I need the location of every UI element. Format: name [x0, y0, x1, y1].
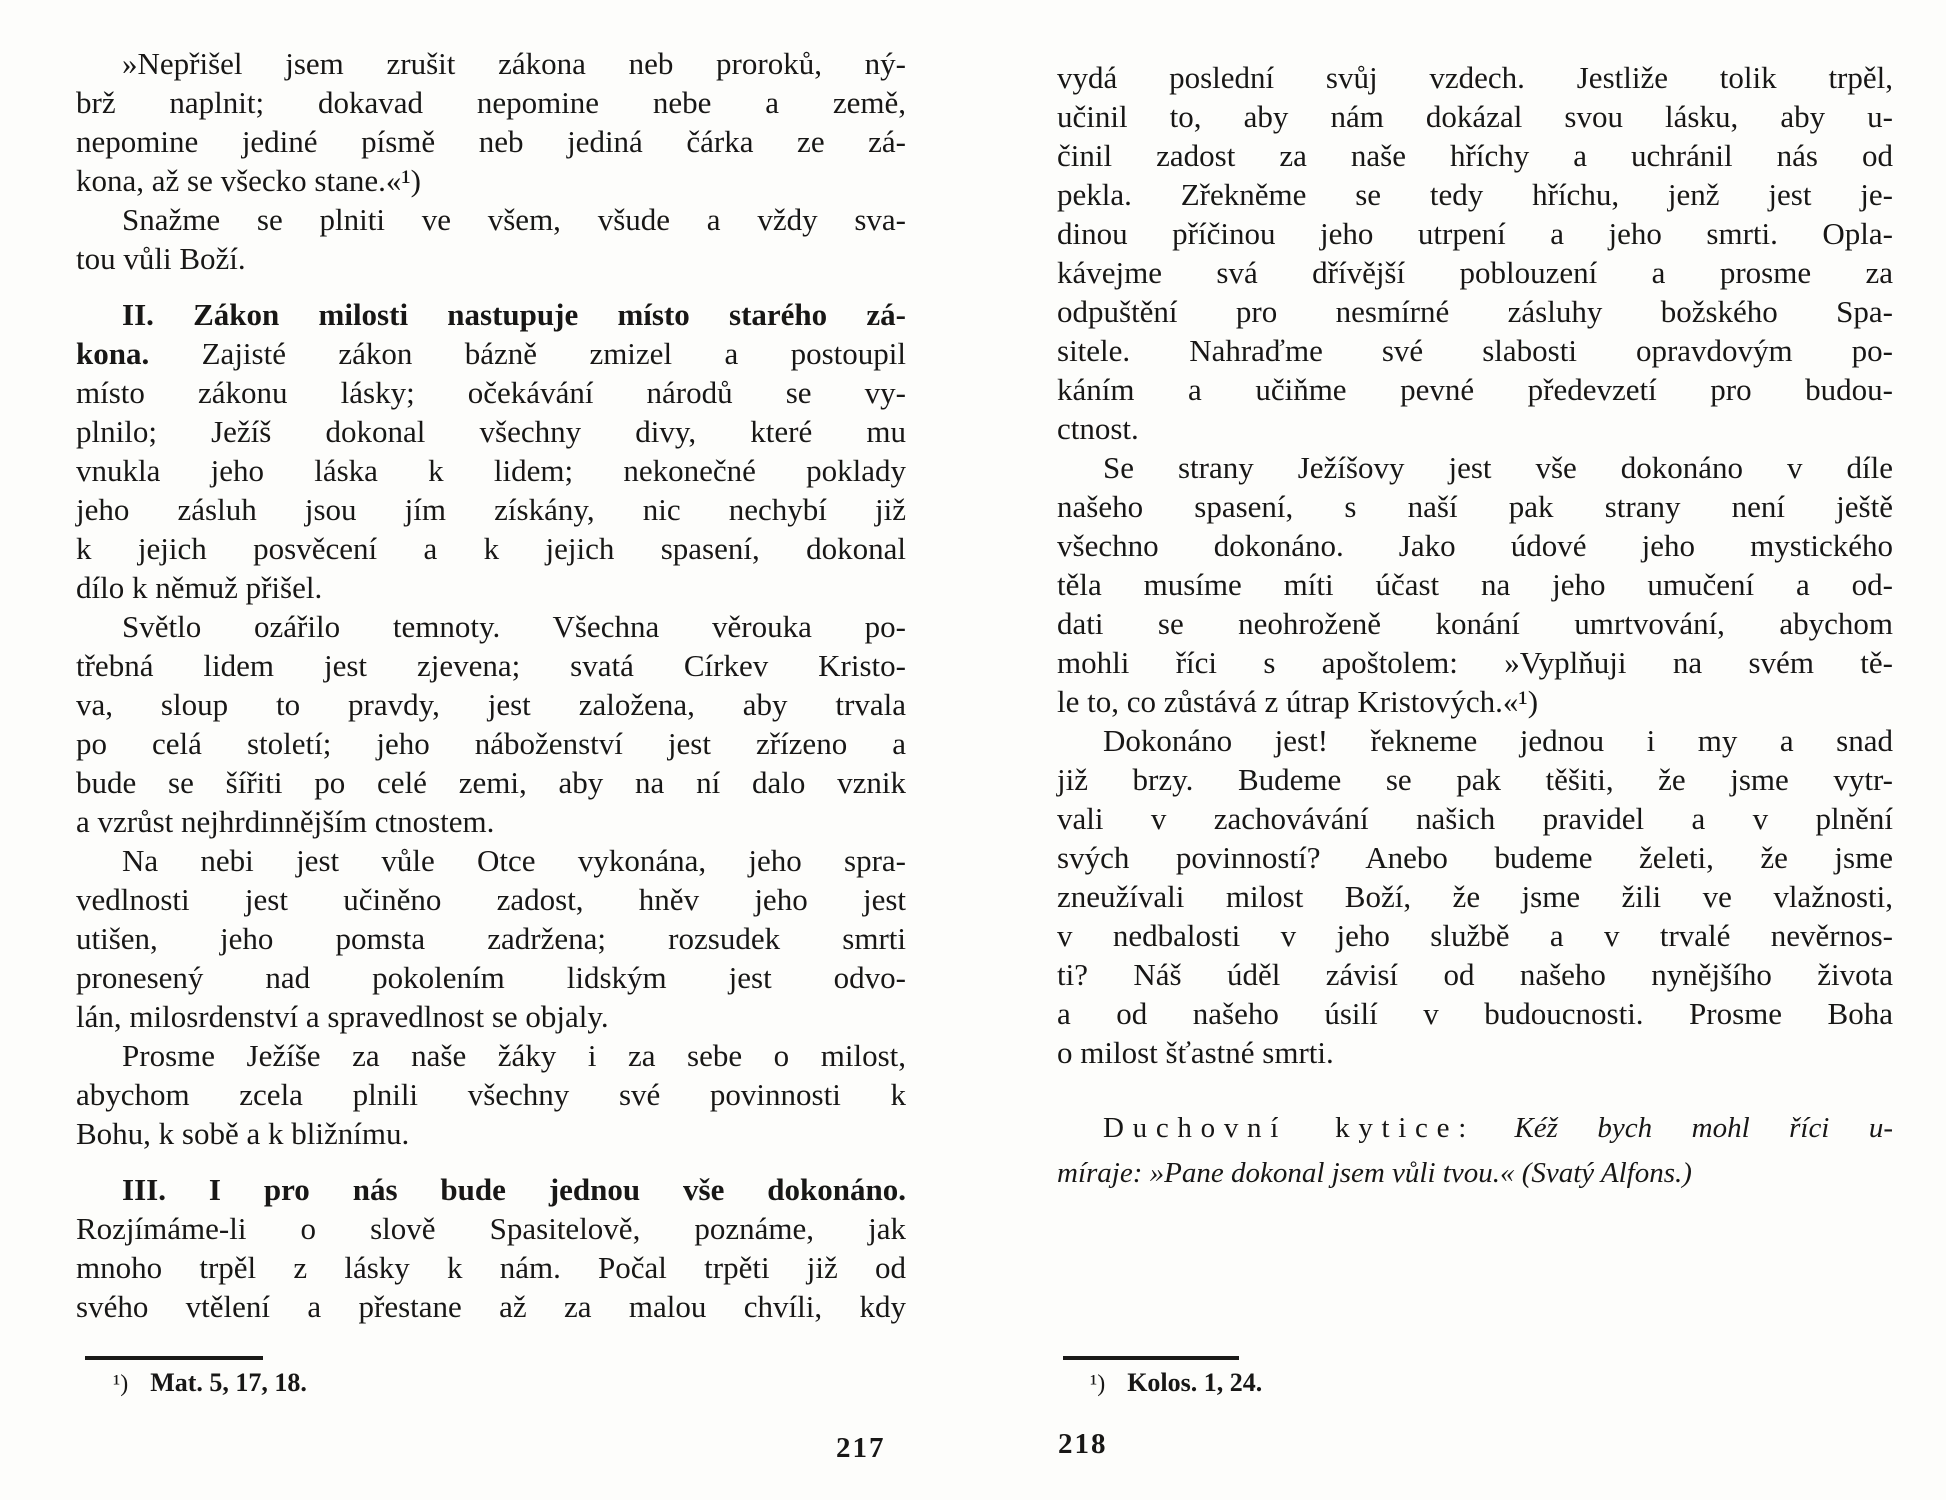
text-segment: lán, milosrdenství a spravedlnost se objaly. [76, 999, 609, 1034]
text-line [76, 451, 906, 490]
text-segment: dílo k němuž přišel. [76, 570, 323, 605]
paragraph [1057, 721, 1893, 1072]
text-segment: tou vůli Boží. [76, 241, 246, 276]
text-line [76, 122, 906, 161]
footnote-left [113, 1368, 307, 1398]
bold-heading-text: kona. [76, 336, 150, 371]
text-line [76, 958, 906, 997]
text-line [76, 334, 906, 373]
text-segment: Rozjímáme-li o slově Spasitelově, poznáme, jak [76, 1211, 906, 1246]
text-line [76, 646, 906, 685]
paragraph [76, 1036, 906, 1153]
text-line [1057, 955, 1893, 994]
text-line [76, 490, 906, 529]
text-line [1057, 916, 1893, 955]
text-line [76, 412, 906, 451]
text-segment: po celá století; jeho náboženství jest zřízeno a [76, 726, 906, 761]
text-line [1057, 175, 1893, 214]
footnote-text: Mat. 5, 17, 18. [150, 1368, 307, 1397]
text-line [1057, 526, 1893, 565]
text-segment: nepomine jediné písmě neb jediná čárka ze zá- [76, 124, 906, 159]
text-line [76, 1170, 906, 1209]
text-segment: le to, co zůstává z útrap Kristových.«¹) [1057, 684, 1539, 719]
text-segment: ti? Náš úděl závisí od našeho nynějšího života [1057, 957, 1893, 992]
footnote-rule-left [85, 1356, 263, 1360]
page-218-text-block [1057, 58, 1893, 1196]
text-line [1057, 58, 1893, 97]
text-line [1057, 643, 1893, 682]
footnote-right [1090, 1368, 1262, 1398]
text-segment: v nedbalosti v jeho službě a v trvalé nevěrnos- [1057, 918, 1893, 953]
text-line [1057, 97, 1893, 136]
text-line [76, 997, 906, 1036]
text-line [76, 373, 906, 412]
paragraph [76, 1170, 906, 1326]
text-line [76, 295, 906, 334]
page-217-text-block [76, 44, 906, 1326]
text-line [1057, 487, 1893, 526]
text-line [76, 763, 906, 802]
text-line [1057, 1151, 1893, 1196]
text-segment: vedlnosti jest učiněno zadost, hněv jeho jest [76, 882, 906, 917]
text-line [1057, 760, 1893, 799]
text-line [1057, 994, 1893, 1033]
text-line [76, 200, 906, 239]
text-segment: odpuštění pro nesmírné zásluhy božského Spa- [1057, 294, 1893, 329]
text-line [1057, 1033, 1893, 1072]
text-line [1057, 292, 1893, 331]
text-segment: dinou příčinou jeho utrpení a jeho smrti. Opla- [1057, 216, 1893, 251]
text-segment: mnoho trpěl z lásky k nám. Počal trpěti již od [76, 1250, 906, 1285]
text-segment: Zajisté zákon bázně zmizel a postoupil [149, 336, 906, 371]
text-segment: Kéž bych mohl říci u- [1474, 1112, 1893, 1144]
text-segment: učinil to, aby nám dokázal svou lásku, aby u- [1057, 99, 1893, 134]
text-segment: mohli říci s apoštolem: »Vyplňuji na svém tě- [1057, 645, 1893, 680]
text-line [1057, 448, 1893, 487]
text-line [76, 83, 906, 122]
text-segment: ctnost. [1057, 411, 1139, 446]
text-segment: kona, až se všecko stane.«¹) [76, 163, 421, 198]
text-segment: vali v zachovávání našich pravidel a v plnění [1057, 801, 1893, 836]
text-segment: místo zákonu lásky; očekávání národů se vy- [76, 375, 906, 410]
text-line [1057, 799, 1893, 838]
text-segment: již brzy. Budeme se pak těšiti, že jsme vytr- [1057, 762, 1893, 797]
text-segment: Prosme Ježíše za naše žáky i za sebe o milost, [122, 1038, 906, 1073]
footnote-text: Kolos. 1, 24. [1127, 1368, 1263, 1397]
bold-heading-text: II. Zákon milosti nastupuje místo starého zá- [122, 297, 906, 332]
paragraph [76, 607, 906, 841]
paragraph [1057, 448, 1893, 721]
paragraph [76, 44, 906, 200]
footnote-rule-right [1063, 1356, 1239, 1360]
text-segment: všechno dokonáno. Jako údové jeho mystického [1057, 528, 1893, 563]
text-segment: našeho spasení, s naší pak strany není ještě [1057, 489, 1893, 524]
text-line [76, 161, 906, 200]
text-segment: dati se neohroženě konání umrtvování, abychom [1057, 606, 1893, 641]
text-segment: kávejme svá dřívější poblouzení a prosme za [1057, 255, 1893, 290]
text-segment: Se strany Ježíšovy jest vše dokonáno v díle [1103, 450, 1893, 485]
text-line [1057, 409, 1893, 448]
text-line [76, 568, 906, 607]
text-segment: o milost šťastné smrti. [1057, 1035, 1334, 1070]
text-segment: abychom zcela plnili všechny své povinnosti k [76, 1077, 906, 1112]
text-line [76, 802, 906, 841]
footnote-marker: ¹) [1090, 1371, 1106, 1397]
text-line [1057, 565, 1893, 604]
text-line [76, 607, 906, 646]
footnote-marker: ¹) [113, 1371, 129, 1397]
paragraph [1057, 58, 1893, 448]
text-line [76, 1209, 906, 1248]
text-line [76, 724, 906, 763]
paragraph [76, 841, 906, 1036]
text-segment: třebná lidem jest zjevena; svatá Církev Kristo- [76, 648, 906, 683]
text-line [76, 1036, 906, 1075]
text-line [1057, 136, 1893, 175]
text-segment: svého vtělení a přestane až za malou chvíli, kdy [76, 1289, 906, 1324]
text-segment: zneužívali milost Boží, že jsme žili ve vlažnosti, [1057, 879, 1893, 914]
text-line [1057, 604, 1893, 643]
text-segment: brž naplnit; dokavad nepomine nebe a země, [76, 85, 906, 120]
prayer-paragraph [1057, 1106, 1893, 1196]
text-line [76, 239, 906, 278]
bold-heading-text: III. I pro nás bude jednou vše dokonáno. [122, 1172, 906, 1207]
text-segment: bude se šířiti po celé zemi, aby na ní dalo vznik [76, 765, 906, 800]
text-line [76, 841, 906, 880]
text-segment: sitele. Nahraďme své slabosti opravdovým po- [1057, 333, 1893, 368]
text-segment: utišen, jeho pomsta zadržena; rozsudek smrti [76, 921, 906, 956]
text-segment: Bohu, k sobě a k bližnímu. [76, 1116, 410, 1151]
text-line [1057, 253, 1893, 292]
text-segment: těla musíme míti účast na jeho umučení a od- [1057, 567, 1893, 602]
text-segment: Snažme se plniti ve všem, všude a vždy sva- [122, 202, 906, 237]
text-segment: a vzrůst nejhrdinnějším ctnostem. [76, 804, 495, 839]
text-line [76, 880, 906, 919]
text-segment: činil zadost za naše hříchy a uchránil nás od [1057, 138, 1893, 173]
text-segment: vydá poslední svůj vzdech. Jestliže tolik trpěl, [1057, 60, 1893, 95]
text-line [76, 1075, 906, 1114]
text-segment: »Nepřišel jsem zrušit zákona neb proroků, ný- [122, 46, 906, 81]
text-segment: jeho zásluh jsou jím získány, nic nechybí již [76, 492, 906, 527]
text-segment: Dokonáno jest! řekneme jednou i my a snad [1103, 723, 1893, 758]
text-line [1057, 877, 1893, 916]
text-line [76, 919, 906, 958]
page-number-right: 218 [1058, 1428, 1108, 1460]
text-line [1057, 1106, 1893, 1151]
text-segment: va, sloup to pravdy, jest založena, aby trvala [76, 687, 906, 722]
text-segment: Na nebi jest vůle Otce vykonána, jeho spra- [122, 843, 906, 878]
text-line [76, 44, 906, 83]
spaced-lead-text: Duchovní kytice: [1103, 1112, 1475, 1144]
text-line [1057, 682, 1893, 721]
text-line [1057, 838, 1893, 877]
text-segment: pekla. Zřekněme se tedy hříchu, jenž jest je- [1057, 177, 1893, 212]
text-line [1057, 331, 1893, 370]
text-segment: vnukla jeho láska k lidem; nekonečné poklady [76, 453, 906, 488]
text-line [76, 1114, 906, 1153]
text-segment: plnilo; Ježíš dokonal všechny divy, které mu [76, 414, 906, 449]
text-line [1057, 370, 1893, 409]
text-segment: a od našeho úsilí v budoucnosti. Prosme Boha [1057, 996, 1893, 1031]
text-line [1057, 214, 1893, 253]
text-line [1057, 721, 1893, 760]
text-line [76, 529, 906, 568]
page-number-left: 217 [836, 1432, 886, 1464]
text-segment: k jejich posvěcení a k jejich spasení, dokonal [76, 531, 906, 566]
text-segment: svých povinností? Anebo budeme želeti, že jsme [1057, 840, 1893, 875]
text-line [76, 685, 906, 724]
text-line [76, 1248, 906, 1287]
paragraph [76, 200, 906, 278]
text-segment: káním a učiňme pevné předevzetí pro budou- [1057, 372, 1893, 407]
text-line [76, 1287, 906, 1326]
text-segment: míraje: »Pane dokonal jsem vůli tvou.« (Svatý Alfons.) [1057, 1157, 1692, 1189]
text-segment: Světlo ozářilo temnoty. Všechna věrouka po- [122, 609, 906, 644]
paragraph [76, 295, 906, 607]
text-segment: pronesený nad pokolením lidským jest odvo- [76, 960, 906, 995]
